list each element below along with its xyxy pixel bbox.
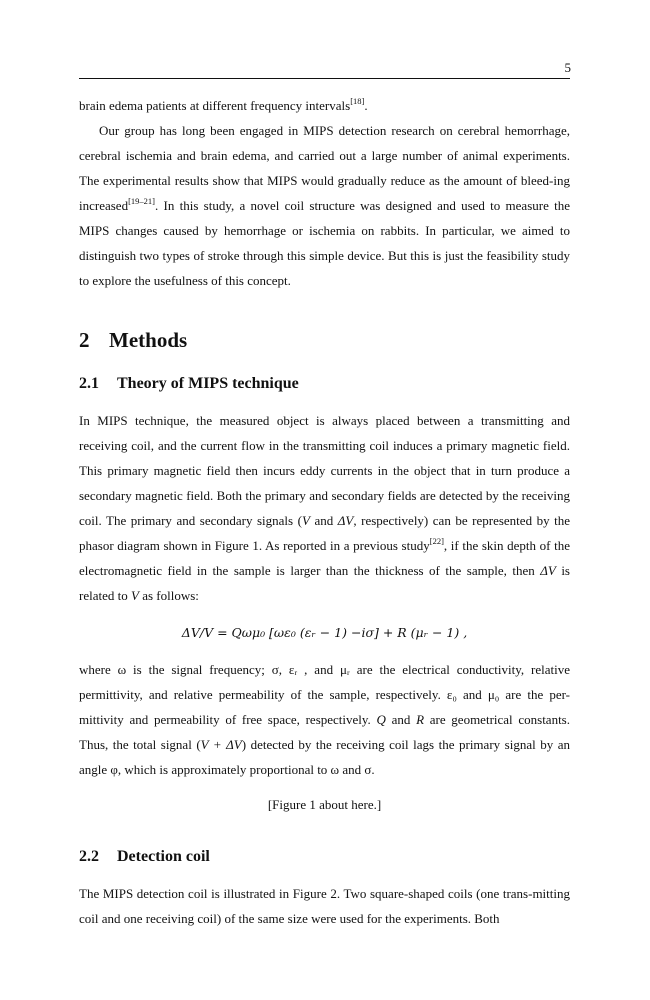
math-symbol: V [301, 513, 310, 528]
body-text: where ω is the signal frequency; σ, εᵣ , and μᵣ are the electrical conductivity, relative permittivity, and relative permeability of the sample, respectively. ε₀ and μ₀ are the per-mittivity and permeability of free space, respectively. [79, 662, 570, 727]
body-text: ) detected by the receiving coil lags the primary signal by an angle φ, which is approximately proportional to ω and σ. [79, 737, 570, 777]
header-rule [79, 78, 570, 79]
intro-paragraph-2 [79, 118, 570, 293]
body-text: and [385, 712, 417, 727]
subsection-number: 2.2 [79, 848, 99, 865]
intro-text: . In this study, a novel coil structure was designed and used to measure the MIPS changes caused by hemorrhage or ischemia on rabbits. In particular, we aimed to distinguish two types of stroke through this simple device. But this is just the feasibility study to explore the usefulness of this concept. [79, 198, 570, 288]
body-text: is related to [79, 563, 570, 603]
figure-placeholder: [Figure 1 about here.] [267, 797, 382, 812]
citation: [22] [429, 535, 444, 546]
math-symbol: Q [376, 712, 386, 727]
math-symbol: V + ΔV [200, 737, 242, 752]
section-number: 2 [79, 328, 90, 352]
page-number: 5 [564, 60, 571, 75]
section-title: Methods [109, 328, 188, 352]
subsection-number: 2.1 [79, 375, 99, 392]
subsection-title: Detection coil [117, 848, 210, 865]
subsection-heading-coil [79, 846, 570, 868]
math-symbol: ΔV [540, 563, 556, 578]
math-symbol: V [130, 588, 139, 603]
theory-paragraph-1 [79, 408, 570, 608]
theory-paragraph-2 [79, 657, 570, 782]
page-content [79, 93, 570, 931]
coil-paragraph-1: The MIPS detection coil is illustrated in Figure 2. Two square-shaped coils (one trans-mitting coil and one receiving coil) of the same size were used for the experiments. Both [79, 886, 570, 926]
citation: [18] [350, 95, 365, 106]
citation: [19–21] [128, 195, 156, 206]
section-heading-methods [79, 326, 570, 354]
body-text: In MIPS technique, the measured object is always placed between a transmitting and receiving coil, and the current flow in the transmitting coil induces a primary magnetic field. This primary magnetic field then incurs eddy currents in the object that in turn produce a secondary magnetic field. Both the primary and secondary fields are detected by the receiving coil. The primary and secondary signals ( [79, 413, 570, 528]
intro-text: Our group has long been engaged in MIPS detection research on cerebral hemorrhage, cerebral ischemia and brain edema, and carried out a large number of animal experiments. The experimental results show that MIPS would gradually reduce as the amount of bleed-ing increased [79, 123, 570, 213]
subsection-title: Theory of MIPS technique [117, 375, 299, 392]
body-text: as follows: [138, 588, 199, 603]
math-symbol: ΔV [337, 513, 354, 528]
body-text: are geometrical constants. Thus, the total signal ( [79, 712, 570, 752]
subsection-heading-theory [79, 373, 570, 395]
body-text: and [309, 513, 338, 528]
math-symbol: R [416, 712, 425, 727]
intro-paragraph-1 [79, 93, 570, 118]
body-text: , if the skin depth of the electromagnetic field in the sample is larger than the thickness of the sample, then [79, 538, 570, 578]
intro-text: brain edema patients at different frequency intervals [79, 98, 351, 113]
body-text: , respectively) can be represented by the phasor diagram shown in Figure 1. As reported in a previous study [79, 513, 571, 553]
equation-mips: ΔV/V = Qωμ₀ [ωε₀ (εᵣ − 1) −iσ] + R (μᵣ − 1) , [181, 625, 468, 640]
intro-text-end: . [364, 98, 368, 113]
